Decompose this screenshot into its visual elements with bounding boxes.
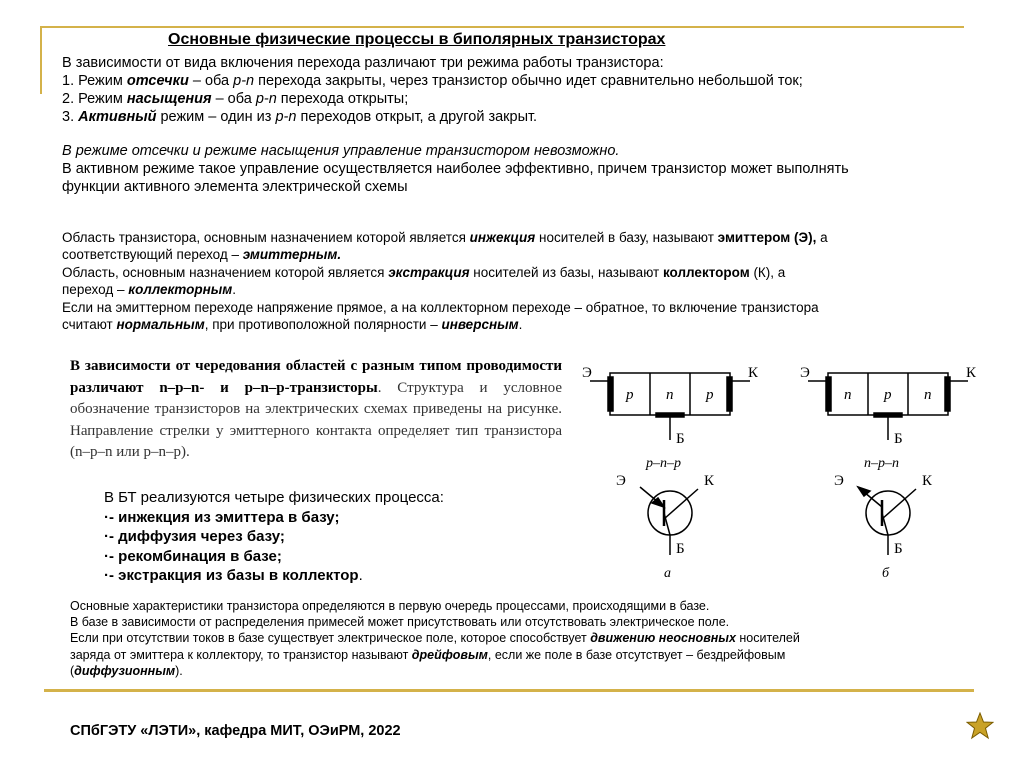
pnp-k-label: К bbox=[748, 365, 759, 381]
structure-text: В зависимости от чередования областей с разным типом проводимости различают n–p–n- и p–n–p-транзисторы. Структура и условное обозначение транзисторов на электрических схемах приведены на рисунке. Направление стрелки у эмиттерного контакта определяет тип транзистора (n–p–n или p–n–p). bbox=[70, 358, 562, 460]
slide-title: Основные физические процессы в биполярных транзисторах bbox=[168, 31, 666, 48]
npn-e-label: Э bbox=[800, 365, 810, 381]
pnp-symbol-k: К bbox=[704, 473, 715, 489]
top-rule bbox=[40, 26, 964, 28]
intro-block bbox=[62, 54, 992, 196]
npn-symbol-b: Б bbox=[894, 541, 903, 557]
active-note-1: В активном режиме такое управление осуществляется наиболее эффективно, причем транзистор может выполнять bbox=[62, 161, 849, 177]
mode-3: 3. Активный режим – один из p-n переходов открыт, а другой закрыт. bbox=[62, 109, 538, 125]
npn-symbol-e: Э bbox=[834, 473, 844, 489]
caption-b: б bbox=[882, 566, 890, 581]
npn-symbol bbox=[858, 487, 916, 555]
bottom-rule bbox=[44, 689, 974, 692]
npn-type-label: n–p–n bbox=[864, 456, 899, 471]
list-item: ·- инжекция из эмиттера в базу; bbox=[104, 508, 340, 526]
pnp-type-label: p–n–p bbox=[646, 456, 681, 471]
mode-1: 1. Режим отсечки – оба p-n перехода закрыты, через транзистор обычно идет сравнительно небольшой ток; bbox=[62, 73, 803, 89]
npn-region-3: n bbox=[924, 387, 932, 403]
transistor-figure bbox=[570, 355, 1010, 595]
npn-symbol-k: К bbox=[922, 473, 933, 489]
pnp-symbol-e: Э bbox=[616, 473, 626, 489]
list-item: ·- экстракция из базы в коллектор. bbox=[104, 567, 363, 585]
pnp-region-3: p bbox=[706, 387, 714, 403]
pnp-b-label: Б bbox=[676, 431, 685, 447]
left-rule bbox=[40, 26, 42, 94]
pnp-symbol bbox=[640, 487, 698, 555]
list-item: ·- диффузия через базу; bbox=[104, 528, 285, 546]
intro-line: В зависимости от вида включения перехода различают три режима работы транзистора: bbox=[62, 55, 664, 71]
pnp-structure bbox=[590, 373, 750, 440]
control-note: В режиме отсечки и режиме насыщения управление транзистором невозможно. bbox=[62, 143, 620, 159]
npn-region-2: p bbox=[884, 387, 892, 403]
footer-text: СПбГЭТУ «ЛЭТИ», кафедра МИТ, ОЭиРМ, 2022 bbox=[70, 723, 401, 739]
npn-k-label: К bbox=[966, 365, 977, 381]
definitions-block: Область транзистора, основным назначением которой является инжекция носителей в базу, называют эмиттером (Э), а соответствующий переход – эмиттерным. Область, основным назначением которой является экстракция носителей из базы, называют коллектором (К), а переход – коллекторным. Если на эмиттерном переходе напряжение прямое, а на коллекторном переходе – обратное, то включение транзистора считают нормальным, при противоположной полярности – инверсным. bbox=[62, 230, 828, 333]
pnp-region-2: n bbox=[666, 387, 674, 403]
processes-list: В БТ реализуются четыре физических процесса: ·- инжекция из эмиттера в базу; ·- диффузия через базу; ·- рекомбинация в базе; ·- экстракция из базы в коллектор. bbox=[104, 489, 444, 585]
characteristics-block: Основные характеристики транзистора определяются в первую очередь процессами, происходящими в базе. В базе в зависимости от распределения примесей может присутствовать или отсутствовать электрическое поле. Если при отсутствии токов в базе существует электрическое поле, которое способствует движению неосновных носителей заряда от эмиттера к коллектору, то транзистор называют дрейфовым, если же поле в базе отсутствует – бездрейфовым (диффузионным). bbox=[70, 599, 800, 678]
active-note-2: функции активного элемента электрической схемы bbox=[62, 179, 408, 195]
pnp-symbol-b: Б bbox=[676, 541, 685, 557]
npn-structure bbox=[808, 373, 968, 440]
pnp-e-label: Э bbox=[582, 365, 592, 381]
npn-region-1: n bbox=[844, 387, 852, 403]
npn-b-label: Б bbox=[894, 431, 903, 447]
star-icon[interactable] bbox=[966, 712, 994, 740]
caption-a: а bbox=[664, 566, 671, 581]
list-item: ·- рекомбинация в базе; bbox=[104, 547, 282, 565]
mode-2: 2. Режим насыщения – оба p-n перехода открыты; bbox=[62, 91, 409, 107]
pnp-region-1: p bbox=[626, 387, 634, 403]
